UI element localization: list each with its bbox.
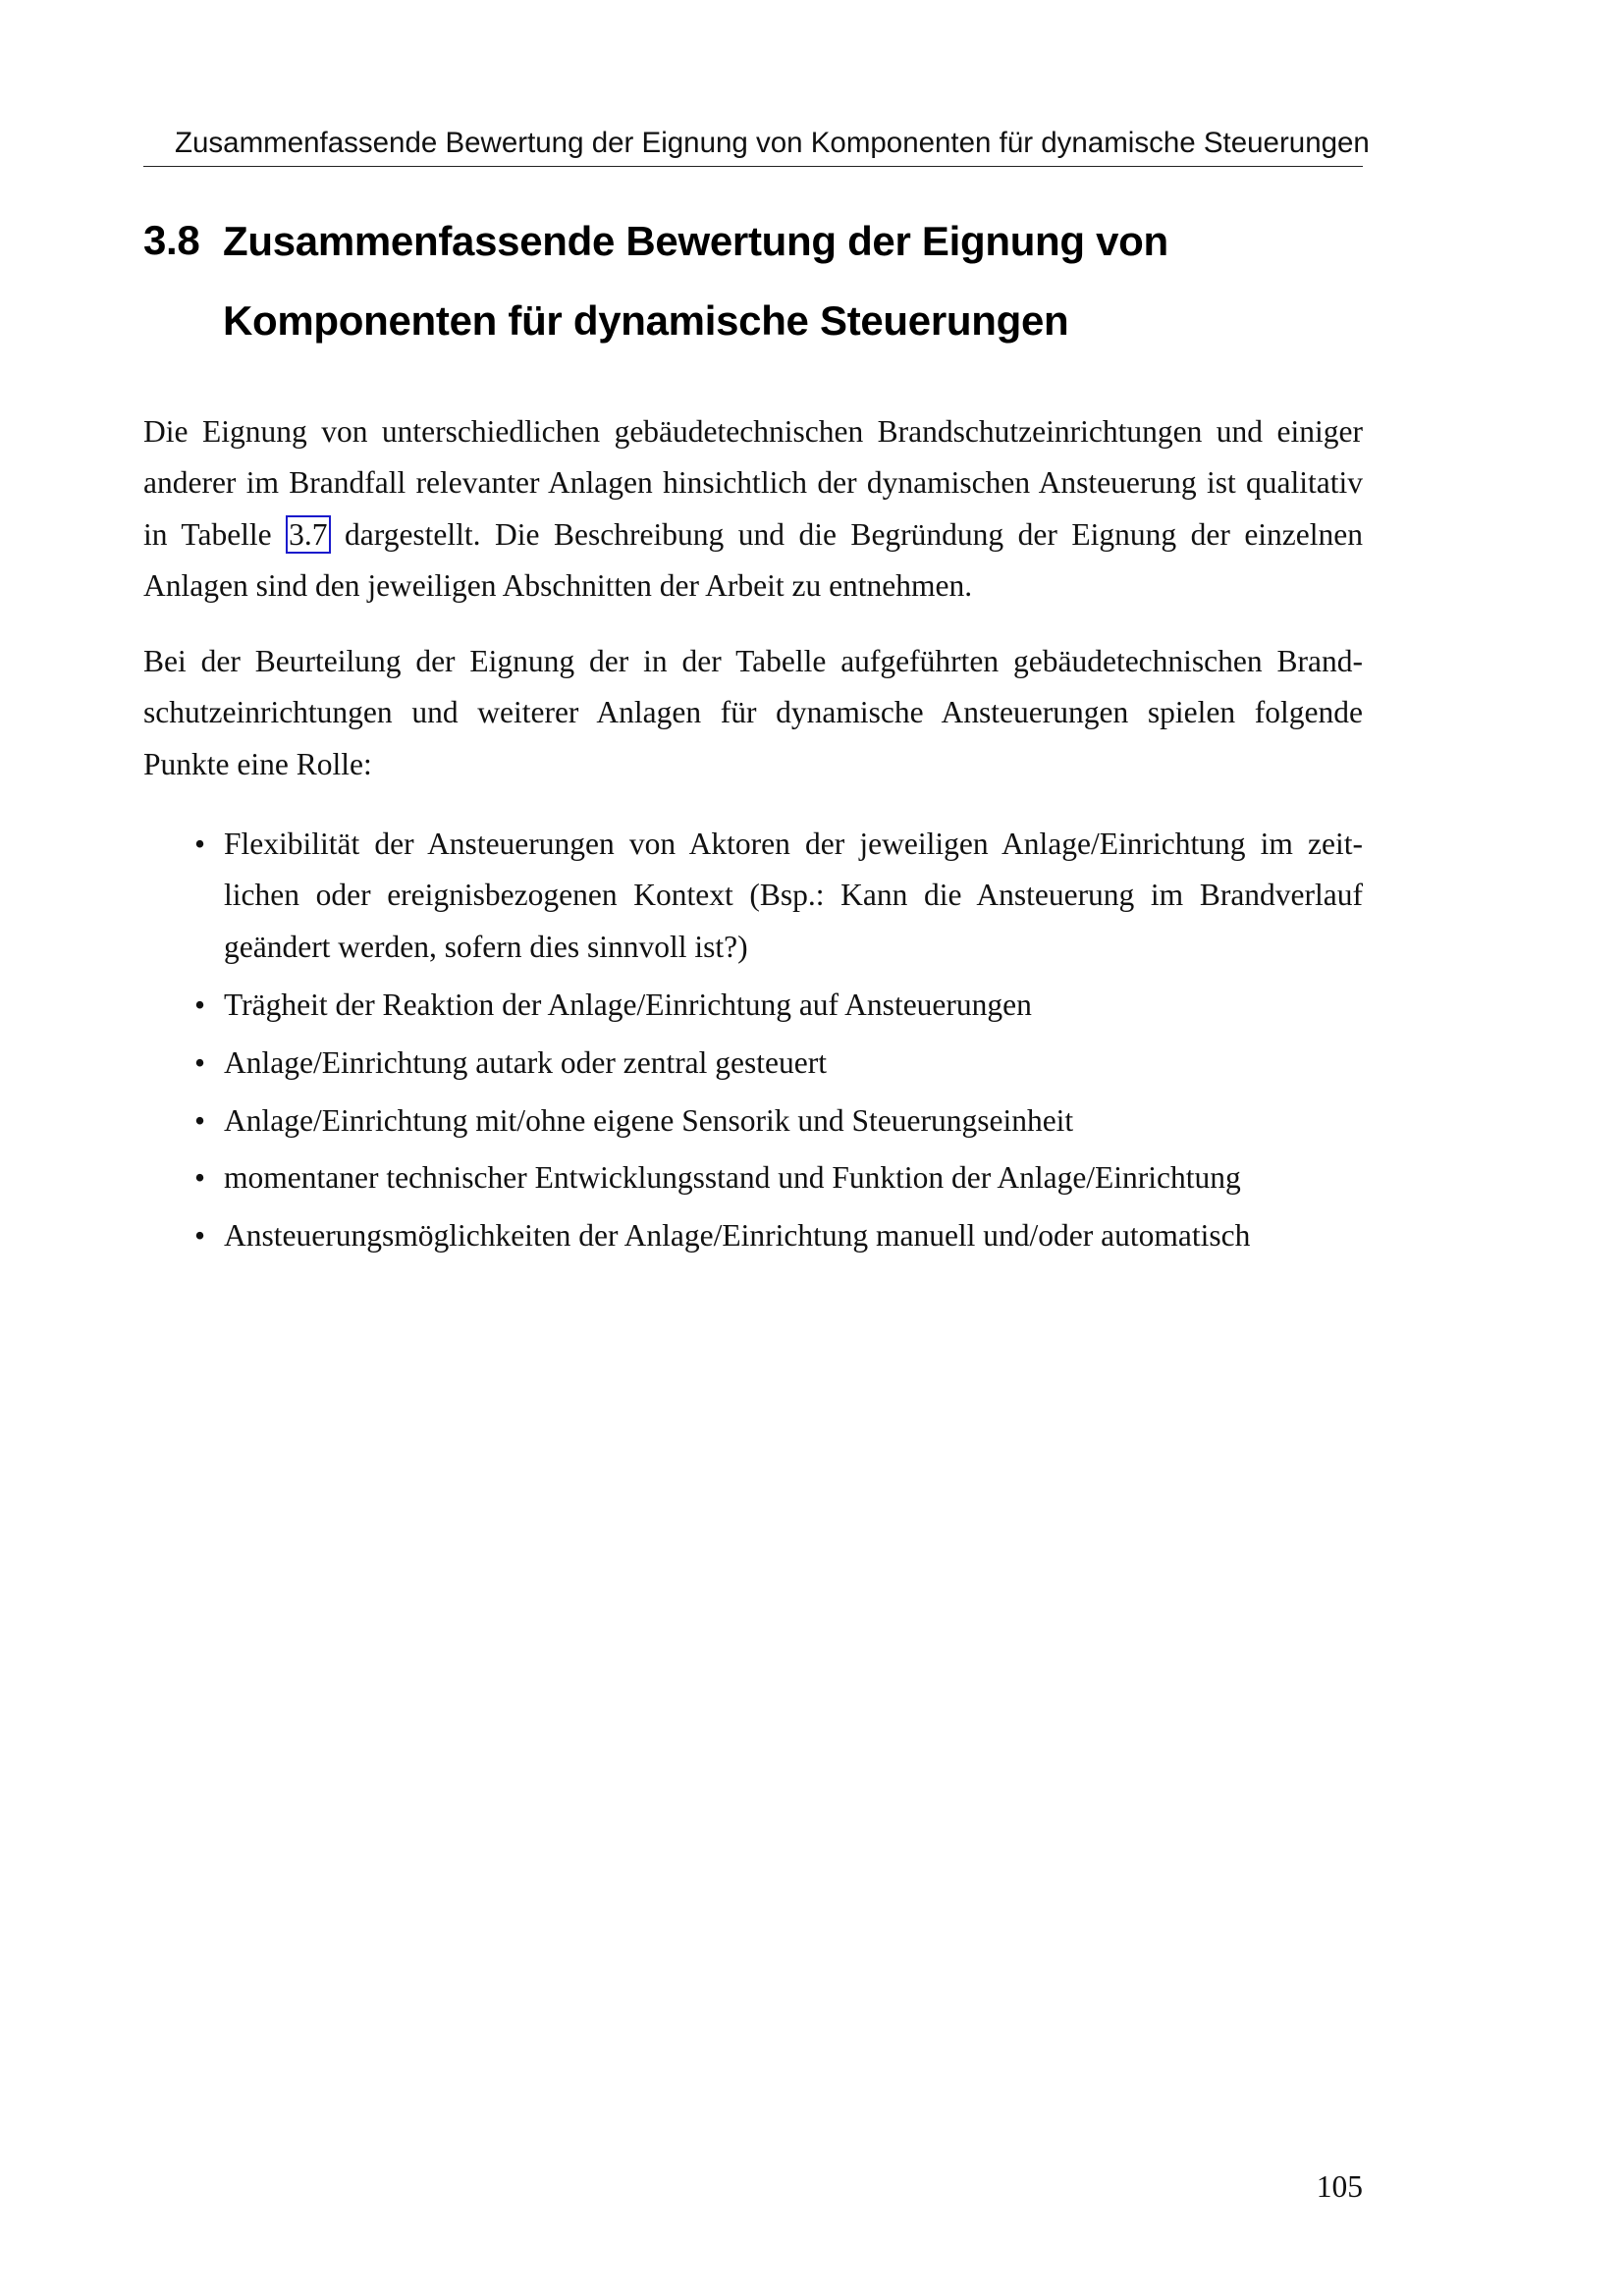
list-item bbox=[143, 1038, 1363, 1089]
list-item bbox=[143, 819, 1363, 973]
list-item-text: Anlage/Einrichtung autark oder zentral gesteuert bbox=[224, 1044, 827, 1080]
bullet-icon: • bbox=[194, 1102, 206, 1138]
criteria-list bbox=[143, 819, 1363, 1268]
header-rule bbox=[143, 166, 1363, 167]
list-item-text: Anlage/Einrichtung mit/ohne eigene Sensorik und Steuerungseinheit bbox=[224, 1102, 1074, 1138]
bullet-icon: • bbox=[194, 987, 206, 1022]
list-item bbox=[143, 1095, 1363, 1147]
list-item bbox=[143, 1210, 1363, 1261]
bullet-icon: • bbox=[194, 1160, 206, 1196]
paragraph-1-text-start: Die Eignung von unterschiedlichen gebäudetechnischen Brandschutzeinrichtungen und einiger anderer im Brandfall relevanter Anlagen hinsichtlich der dynamischen Ansteuerung ist qualitativ in Tabelle bbox=[143, 414, 1363, 552]
bullet-icon: • bbox=[194, 827, 206, 861]
paragraph-2: Bei der Beurteilung der Eignung der in der Tabelle aufgeführten gebäudetechnischen Brandschutzeinrichtungen und weiterer Anlagen für dynamische Ansteuerungen spielen folgende Punkte eine Rolle: bbox=[143, 644, 1363, 781]
paragraph-1 bbox=[143, 406, 1363, 613]
list-item-text: Ansteuerungsmöglichkeiten der Anlage/Einrichtung manuell und/oder automatisch bbox=[224, 1218, 1251, 1254]
section-title: Zusammenfassende Bewertung der Eignung von Komponenten für dynamische Steuerungen bbox=[223, 218, 1168, 344]
bullet-icon: • bbox=[194, 1044, 206, 1080]
section-number: 3.8 bbox=[143, 217, 200, 263]
paragraph-1-text-end: dargestellt. Die Beschreibung und die Begründung der Eignung der einzelnen Anlagen sind den jeweiligen Abschnitten der Arbeit zu entnehmen. bbox=[143, 516, 1363, 604]
list-item bbox=[143, 980, 1363, 1031]
bullet-icon: • bbox=[194, 1218, 206, 1254]
list-item-text: Flexibilität der Ansteuerungen von Aktoren der jeweiligen Anlage/Einrichtung im zeitlichen oder ereignisbezogenen Kontext (Bsp.: Kann die Ansteuerung im Brandverlauf geändert werden, sofern dies sinnvoll ist?) bbox=[224, 827, 1363, 964]
list-item-text: momentaner technischer Entwicklungsstand und Funktion der Anlage/Einrichtung bbox=[224, 1160, 1241, 1196]
table-reference-link[interactable]: 3.7 bbox=[286, 515, 330, 554]
running-header bbox=[143, 126, 1370, 161]
list-item bbox=[143, 1152, 1363, 1203]
page-number: 105 bbox=[1316, 2169, 1363, 2204]
list-item-text: Trägheit der Reaktion der Anlage/Einrichtung auf Ansteuerungen bbox=[224, 987, 1032, 1022]
running-header-text: Zusammenfassende Bewertung der Eignung von Komponenten für dynamische Steuerungen bbox=[175, 127, 1370, 159]
